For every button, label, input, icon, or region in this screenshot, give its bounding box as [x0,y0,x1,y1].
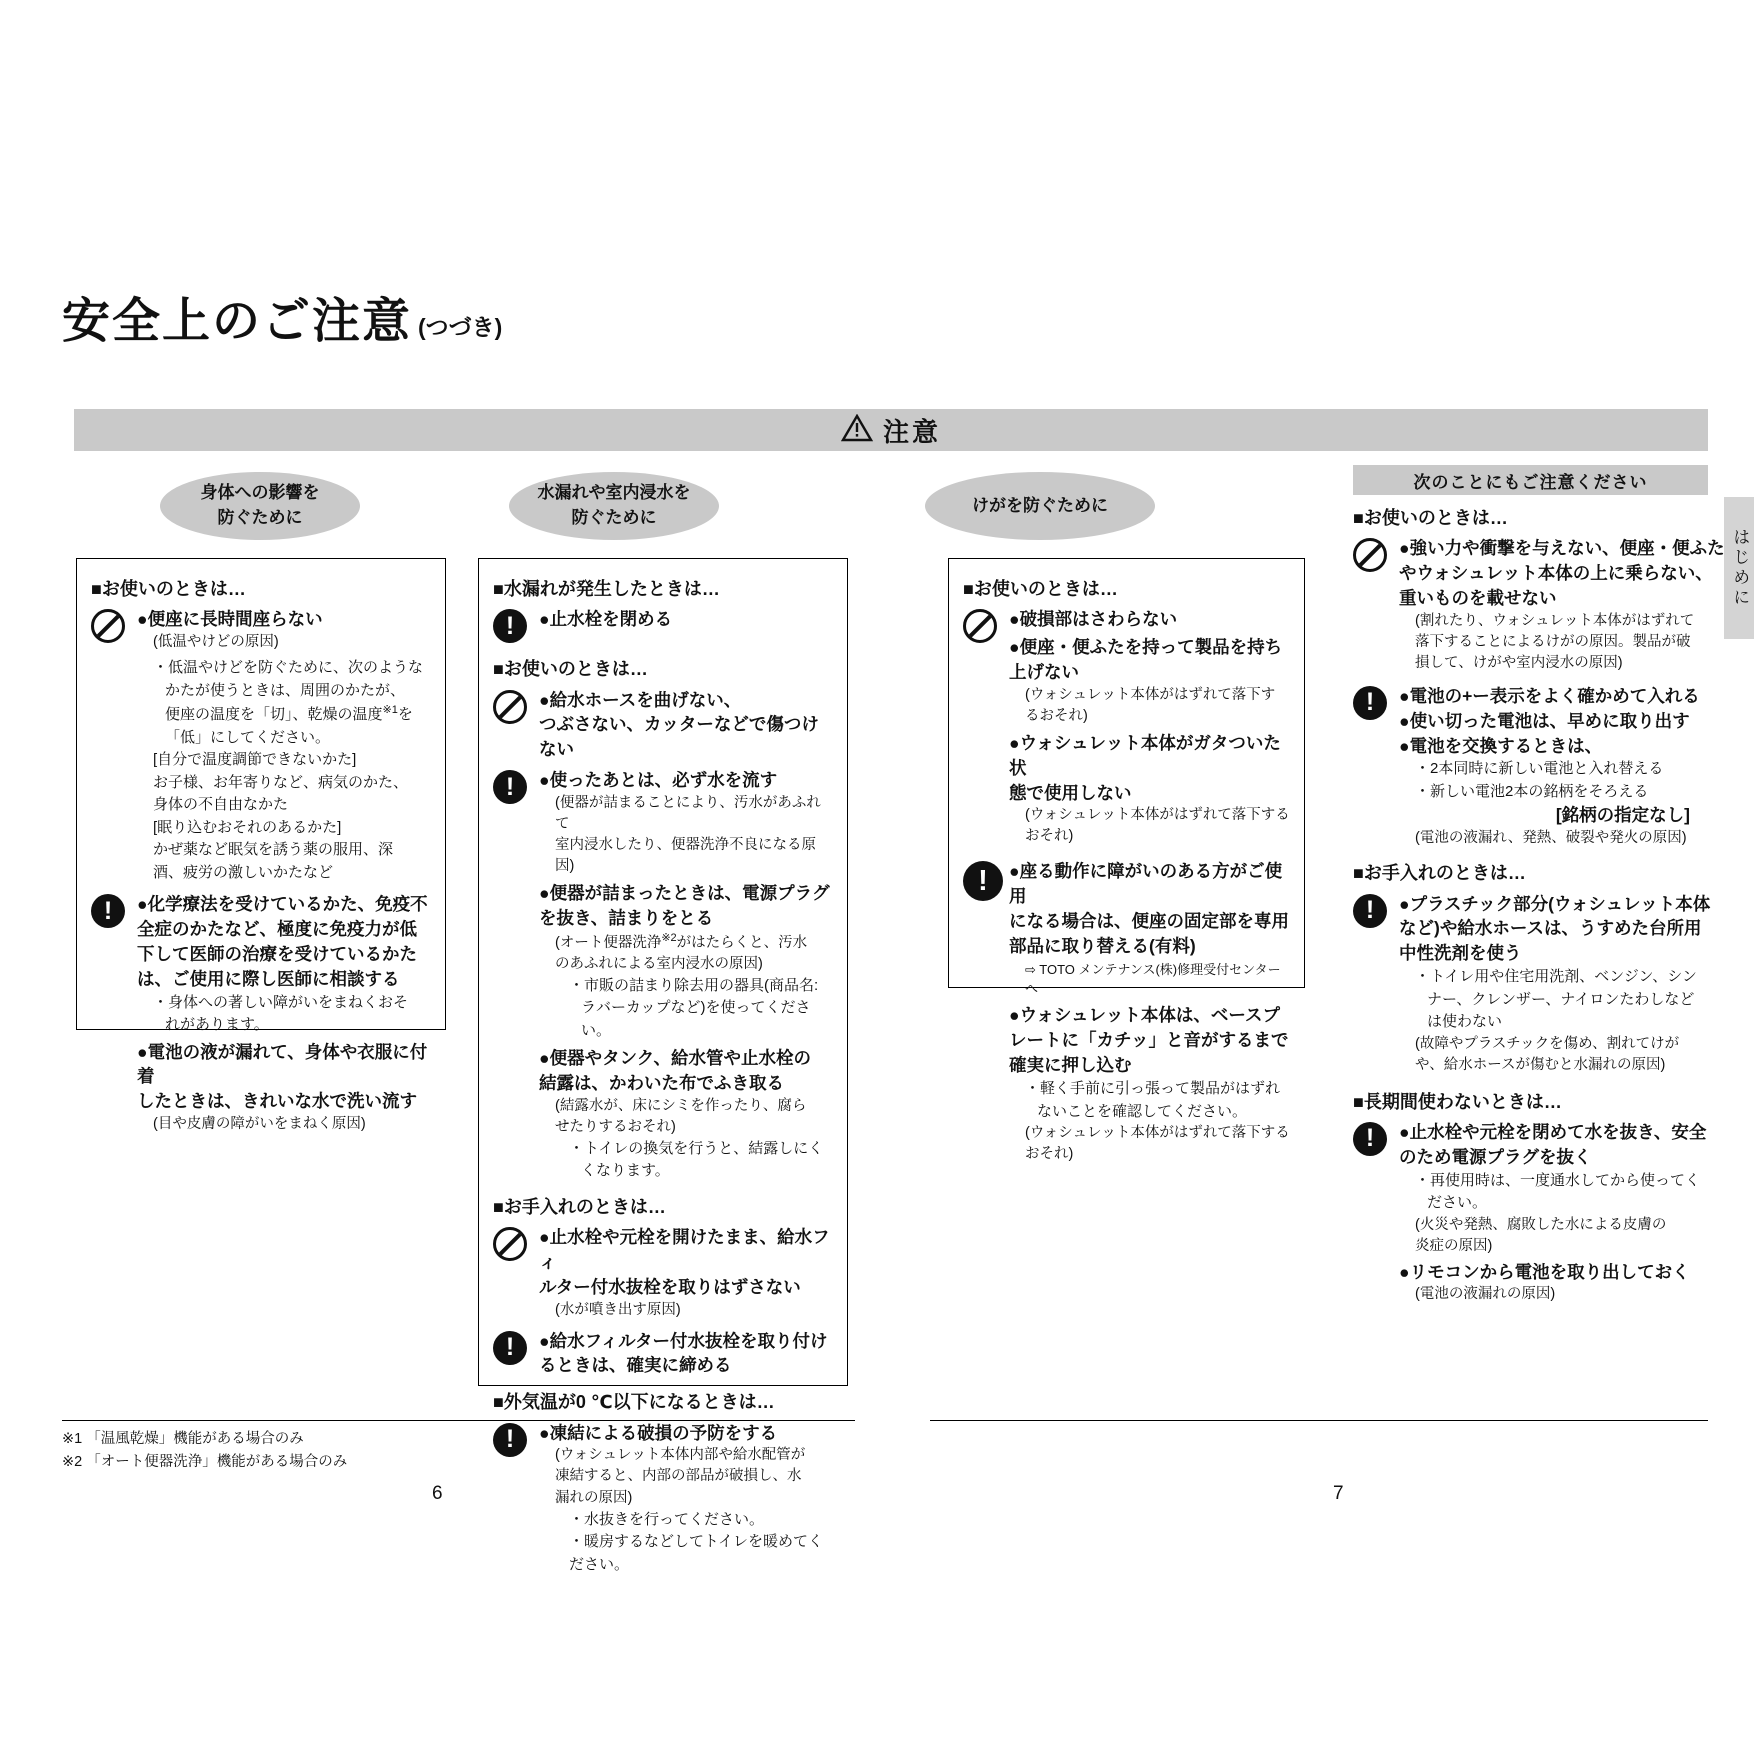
side-tab-intro [1724,497,1754,639]
col4-item-4-dot: ・再使用時は、一度通水してから使ってく ださい。 [1415,1171,1701,1212]
col2-item-2 [493,688,835,763]
caution-label: 注意 [882,416,941,447]
col4-item-2-paren3: (電池の液漏れ、発熱、破裂や発火の原因) [1415,830,1687,847]
col2-section-head-2: ■お使いのときは… [493,659,648,680]
col2-box [478,558,848,1573]
col4-item-1 [1353,536,1728,674]
col1-heading-label: 身体への影響を 防ぐために [200,483,320,527]
col2-heading-label: 水漏れや室内浸水を 防ぐために [537,483,691,527]
footnote-1: ※1 「温風乾燥」機能がある場合のみ [62,1431,304,1447]
col4-content [1353,506,1728,1310]
col4-item-2-lead3: ●電池を交換するときは、 [1399,735,1603,756]
col2-item-2-lead: ●給水ホースを曲げない、 つぶさない、カッターなどで傷つけない [539,689,819,760]
col2-item-3-paren: (便器が詰まることにより、汚水があふれて 室内浸水したり、便器洗浄不良になる原因) [555,794,821,875]
page-title-main: 安全上のご注意 [62,295,413,348]
footnote-rule-left [62,1420,855,1421]
prohibition-icon [1353,538,1387,572]
col3-item-2-dot2: ・軽く手前に引っ張って製品がはずれ ないことを確認してください。 [1025,1080,1281,1120]
col1-heading-ellipse [160,472,360,540]
col4-item-3-lead: ●プラスチック部分(ウォシュレット本体 など)や給水ホースは、うすめた台所用 中性洗剤を使う [1399,893,1711,964]
col2-item-4 [493,1225,835,1321]
alert-icon: ! [493,609,527,643]
prohibition-icon [493,690,527,724]
col1-item-1-extra: [自分で温度調節できないかた] お子様、お年寄りなど、病気のかた、 身体の不自由なかた [眠り込むおそれのあるかた] かぜ薬など眠気を誘う薬の服用、深 酒、疲労の激しいかたなど [153,751,409,881]
col4-item-2-dot-1: ・2本同時に新しい電池と入れ替える [1415,760,1664,778]
col1-section-head: ■お使いのときは… [91,579,246,599]
col3-item-2 [963,859,1292,1165]
col2-item-6-dot-2: ・暖房するなどしてトイレを暖めてください。 [569,1533,823,1573]
col3-item-1-lead: ●破損部はさわらない [1009,609,1178,630]
col2-item-3-lead3: ●便器やタンク、給水管や止水栓の 結露は、かわいた布でふき取る [539,1048,812,1093]
col2-section-head-4: ■外気温が0 ℃以下になるときは… [493,1392,775,1413]
col4-item-2-lead: ●電池の+ー表示をよく確かめて入れる [1399,685,1700,706]
col2-section-head-3: ■お手入れのときは… [493,1196,666,1217]
alert-icon: ! [963,861,1003,901]
col2-item-3-paren2: (オート便器洗浄$^{※2}$がはたらくと、汚水 のあふれによる室内浸水の原因) [555,931,808,972]
col1-box [76,558,446,1133]
col2-item-3-lead: ●使ったあとは、必ず水を流す [539,770,778,791]
col4-item-1-paren: (割れたり、ウォシュレット本体がはずれて 落下することによるけがの原因。製品が破 損して、けがや室内浸水の原因) [1415,612,1695,671]
col4-item-4-lead: ●止水栓や元栓を閉めて水を抜き、安全 のため電源プラグを抜く [1399,1121,1707,1167]
col2-item-3-lead2: ●便器が詰まったときは、電源プラグ を抜き、詰まりをとる [539,883,830,928]
col3-box [948,558,1305,1163]
warning-triangle-icon [841,414,873,447]
col2-item-6-dot-1: ・水抜きを行ってください。 [569,1510,765,1528]
alert-icon: ! [1353,686,1387,720]
col3-item-2-paren2: (ウォシュレット本体がはずれて落下する おそれ) [1025,1125,1290,1163]
col4-header-label: 次のことにもご注意ください [1413,472,1648,492]
col3-item-2-lead: ●座る動作に障がいのある方がご使用 になる場合は、便座の固定部を専用 部品に取り替える(有料) [1009,861,1289,956]
col2-item-5-lead: ●給水フィルター付水抜栓を取り付け るときは、確実に締める [539,1330,828,1376]
col2-item-3-dot2: ・市販の詰まり除去用の器具(商品名: ラバーカップなど)を使ってください。 [569,976,819,1039]
col2-item-1 [493,607,835,643]
col2-section-head-1: ■水漏れが発生したときは… [493,579,720,599]
col1-item-2 [91,892,431,1135]
col2-item-3-paren3: (結露水が、床にシミを作ったり、腐ら せたりするおそれ) [555,1097,807,1135]
col3-item-1-lead2: ●便座・便ふたを持って製品を持ち上げない [1009,637,1283,682]
col3-heading-ellipse [925,472,1155,540]
col3-item-2-lead2: ●ウォシュレット本体は、ベースプ レートに「カチッ」と音がするまで 確実に押し込む [1009,1005,1289,1076]
col2-item-6-lead: ●凍結による破損の予防をする [539,1422,778,1443]
col4-section-head-3: ■長期間使わないときは… [1353,1091,1562,1112]
prohibition-icon [963,609,997,643]
col4-item-4-paren: (火災や発熱、腐敗した水による皮膚の 炎症の原因) [1415,1216,1667,1254]
col4-item-4-lead2: ●リモコンから電池を取り出しておく [1399,1261,1690,1282]
col2-item-1-lead: ●止水栓を閉める [539,609,673,630]
col4-header [1353,465,1708,495]
col4-item-2 [1353,684,1728,849]
col1-item-2-paren2: (目や皮膚の障がいをまねく原因) [153,1116,366,1133]
col1-item-2-lead: ●化学療法を受けているかた、免疫不 全症のかたなど、極度に免疫力が低 下して医師の治療を受けているかた は、ご使用に際し医師に相談する [137,894,428,989]
col2-item-3 [493,768,835,1183]
col3-item-2-arrow: ⇨ TOTO メンテナンス(株)修理受付センターへ [1025,961,1281,996]
col4-section-head-1: ■お使いのときは… [1353,508,1508,528]
col1-item-1-lead: ●便座に長時間座らない [137,609,323,630]
col3-item-1-paren3: (ウォシュレット本体がはずれて落下するおそれ) [1025,807,1290,845]
col3-item-1-lead3: ●ウォシュレット本体がガタついた状 態で使用しない [1009,732,1281,803]
col4-item-4-paren2: (電池の液漏れの原因) [1415,1286,1556,1303]
col3-heading-label: けがを防ぐために [972,495,1108,515]
col2-item-4-paren: (水が噴き出す原因) [555,1301,681,1318]
alert-icon: ! [1353,894,1387,928]
page-title [62,295,503,348]
page-number-right: 7 [1333,1483,1344,1504]
col4-item-1-lead: ●強い力や衝撃を与えない、便座・便ふた やウォシュレット本体の上に乗らない、 重いものを載せない [1399,538,1725,608]
col2-item-3-dot3: ・トイレの換気を行うと、結露しにく くなります。 [569,1139,824,1180]
col4-item-4 [1353,1120,1728,1306]
col4-item-3 [1353,892,1728,1076]
page-title-sub: (つづき) [418,314,503,340]
col4-item-2-dot-2: ・新しい電池2本の銘柄をそろえる [1415,782,1649,800]
col4-section-head-2: ■お手入れのときは… [1353,863,1526,884]
col2-item-4-lead: ●止水栓や元栓を開けたまま、給水フィ ルター付水抜栓を取りはずさない [539,1227,830,1297]
col3-item-1-paren2: (ウォシュレット本体がはずれて落下す るおそれ) [1025,686,1276,724]
alert-icon: ! [493,770,527,804]
footnote-2: ※2 「オート便器洗浄」機能がある場合のみ [62,1454,348,1471]
alert-icon: ! [493,1423,527,1457]
side-tab-label: はじめに [1730,528,1750,608]
col1-item-1-dot: ・低温やけどを防ぐために、次のような かたが使うときは、周囲のかたが、 便座の温度を「切」、乾燥の温度$^{※1}$を 「低」にしてください。 [153,659,424,746]
footnote-rule-right [930,1420,1708,1421]
alert-icon: ! [493,1331,527,1365]
col4-item-3-paren: (故障やプラスチックを傷め、割れてけが や、給水ホースが傷むと水漏れの原因) [1415,1035,1680,1073]
col4-item-2-lead2: ●使い切った電池は、早めに取り出す [1399,710,1690,731]
col1-item-1 [91,607,431,884]
prohibition-icon [493,1227,527,1261]
col1-item-2-lead2: ●電池の液が漏れて、身体や衣服に付着 したときは、きれいな水で洗い流す [137,1041,428,1112]
prohibition-icon [91,609,125,643]
col1-item-2-dot: ・身体への著しい障がいをまねくおそ れがあります。 [153,993,409,1034]
alert-icon: ! [1353,1122,1387,1156]
col2-item-6-paren: (ウォシュレット本体内部や給水配管が 凍結すると、内部の部品が破損し、水 漏れの原因) [555,1447,806,1506]
caution-banner [74,409,1708,451]
page-number-left: 6 [432,1483,443,1504]
footnotes [62,1428,347,1474]
col2-heading-ellipse [509,472,719,540]
alert-icon: ! [91,894,125,928]
col2-item-5 [493,1329,835,1379]
col4-item-2-bracket: [銘柄の指定なし] [1555,805,1690,826]
col1-item-1-paren: (低温やけどの原因) [153,634,279,651]
col4-item-3-dot: ・トイレ用や住宅用洗剤、ベンジン、シン ナー、クレンザー、ナイロンたわしなど は使わない [1415,968,1697,1031]
col3-item-1 [963,607,1292,847]
col3-section-head: ■お使いのときは… [963,579,1118,599]
col2-item-6 [493,1421,835,1576]
